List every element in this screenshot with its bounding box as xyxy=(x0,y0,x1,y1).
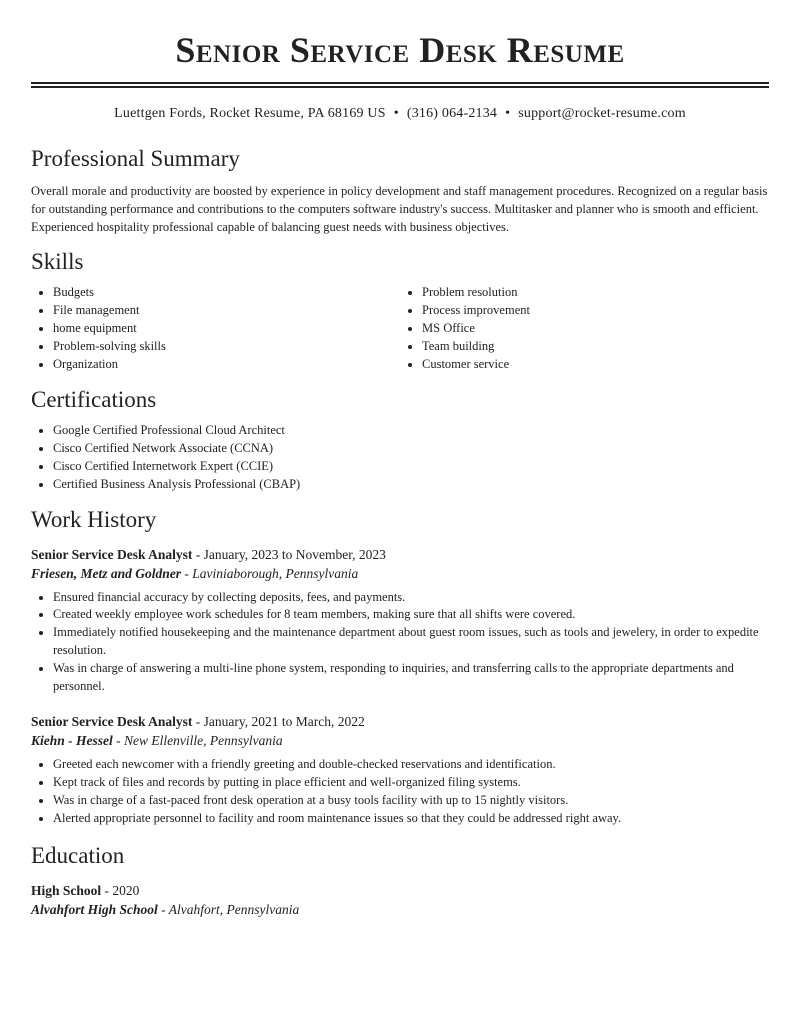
skill-item: • MS Office xyxy=(422,320,769,338)
skills-list-left xyxy=(31,284,400,373)
job-dates: - January, 2021 to March, 2022 xyxy=(192,714,365,730)
school-location: - Alvahfort, Pennsylvania xyxy=(157,901,300,917)
job-dates: - January, 2023 to November, 2023 xyxy=(192,546,386,562)
skill-item: • Team building xyxy=(422,338,769,356)
company-name: Friesen, Metz and Goldner xyxy=(31,565,182,581)
job-title: Senior Service Desk Analyst xyxy=(31,714,193,730)
skills-columns xyxy=(31,284,769,373)
graduation-year: - 2020 xyxy=(101,882,140,898)
contact-separator: • xyxy=(393,106,399,121)
company-name: Kiehn - Hessel xyxy=(31,733,113,749)
school-line xyxy=(31,900,769,919)
skill-item: • Process improvement xyxy=(422,302,769,320)
job-bullet: • Kept track of files and records by putting in place efficient and well-organized filing systems. xyxy=(53,774,769,792)
skill-item: • Problem-solving skills xyxy=(53,338,400,356)
certification-item: • Google Certified Professional Cloud Architect xyxy=(53,422,769,440)
resume-title: Senior Service Desk Resume xyxy=(175,30,625,70)
job-bullet: • Greeted each newcomer with a friendly greeting and double-checked reservations and identification. xyxy=(53,756,769,774)
certifications-heading: Certifications xyxy=(31,387,157,413)
job-title-line xyxy=(31,712,769,731)
certifications-list xyxy=(31,422,769,493)
company-line xyxy=(31,564,769,583)
job-bullets xyxy=(31,589,769,696)
skill-item: • File management xyxy=(53,302,400,320)
skill-item: • Budgets xyxy=(53,284,400,302)
contact-line xyxy=(31,105,769,123)
skill-item: • home equipment xyxy=(53,320,400,338)
school-name: Alvahfort High School xyxy=(31,901,158,917)
title-double-rule xyxy=(31,82,769,88)
summary-heading: Professional Summary xyxy=(31,146,240,171)
job-entry xyxy=(31,545,769,696)
skill-item: • Problem resolution xyxy=(422,284,769,302)
contact-separator: • xyxy=(505,106,511,121)
work-history-heading: Work History xyxy=(31,506,157,532)
company-line xyxy=(31,731,769,750)
job-bullet: • Immediately notified housekeeping and the maintenance department about guest room issues, such as tools and jewelery, in order to expedite resolution. xyxy=(53,624,769,660)
job-bullet: • Created weekly employee work schedules for 8 team members, making sure that all shifts were covered. xyxy=(53,606,769,624)
education-entry xyxy=(31,881,769,919)
job-bullets xyxy=(31,756,769,827)
contact-email: support@rocket-resume.com xyxy=(518,106,686,121)
job-bullet: • Was in charge of a fast-paced front desk operation at a busy tools facility with up to 15 nightly visitors. xyxy=(53,792,769,810)
work-history-section xyxy=(31,506,769,828)
company-location: - Laviniaborough, Pennsylvania xyxy=(181,565,359,581)
certifications-section xyxy=(31,386,769,493)
skills-section xyxy=(31,248,769,373)
job-bullet: • Alerted appropriate personnel to facility and room maintenance issues so that they could be addressed right away. xyxy=(53,810,769,828)
degree-line xyxy=(31,881,769,900)
education-section xyxy=(31,842,769,919)
skills-heading: Skills xyxy=(31,249,84,275)
skills-list-right xyxy=(400,284,769,373)
certification-item: • Cisco Certified Internetwork Expert (CCIE) xyxy=(53,458,769,476)
job-bullet: • Was in charge of answering a multi-line phone system, responding to inquiries, and transferring calls to the appropriate departments and personnel. xyxy=(53,660,769,696)
job-bullet: • Ensured financial accuracy by collecting deposits, fees, and payments. xyxy=(53,589,769,607)
job-title: Senior Service Desk Analyst xyxy=(31,546,193,562)
contact-address: Luettgen Fords, Rocket Resume, PA 68169 US xyxy=(114,106,386,121)
summary-text: Overall morale and productivity are boosted by experience in policy development and staff management procedures. Recognized on a regular basis for outstanding performance and contributions to the computers software industry's success. Multitasker and planner who is smooth and efficient. Experienced hospitality professional capable of balancing guest needs with business objectives. xyxy=(31,184,768,234)
skill-item: • Organization xyxy=(53,356,400,374)
job-title-line xyxy=(31,545,769,564)
contact-phone: (316) 064-2134 xyxy=(406,106,498,121)
certification-item: • Certified Business Analysis Professional (CBAP) xyxy=(53,476,769,494)
summary-section xyxy=(31,145,769,236)
degree: High School xyxy=(31,882,102,898)
certification-item: • Cisco Certified Network Associate (CCNA) xyxy=(53,440,769,458)
education-heading: Education xyxy=(31,842,125,868)
company-location: - New Ellenville, Pennsylvania xyxy=(112,733,283,749)
job-entry xyxy=(31,712,769,827)
skill-item: • Customer service xyxy=(422,356,769,374)
